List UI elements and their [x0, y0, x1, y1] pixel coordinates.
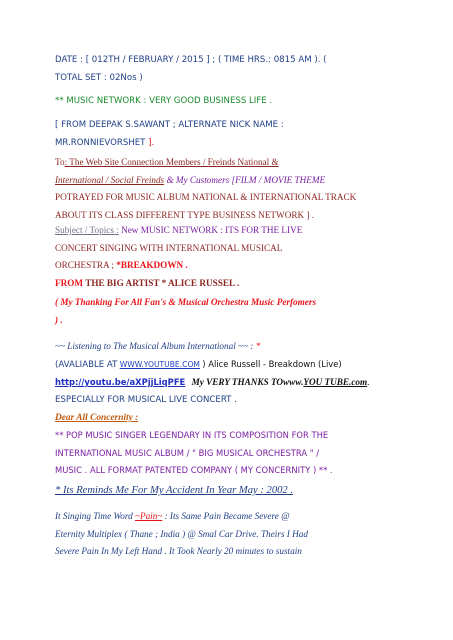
subject-line-1: Subject / Topics : New MUSIC NETWORK : ITS FOR THE LIVE [55, 225, 303, 235]
story-block [55, 508, 400, 561]
video-link[interactable]: http://youtu.be/aXPjjLiqPFE [55, 377, 186, 387]
accident-line: * Its Reminds Me For My Accident In Year May : 2002 . [55, 485, 294, 496]
story-line-2: Eternity Multiplex ( Thane ; India ) @ Smal Car Drive. Theirs I Had [55, 528, 308, 539]
nick-name: MR.RONNIEVORSHET [55, 137, 146, 148]
pop-line-2: INTERNATIONAL MUSIC ALBUM / " BIG MUSICAL ORCHESTRA " / [55, 447, 320, 458]
nick-name-close: ]. [148, 137, 155, 148]
pop-line-1: ** POP MUSIC SINGER LEGENDARY IN ITS COMPOSITION FOR THE [55, 430, 329, 440]
to-line-3: POTRAYED FOR MUSIC ALBUM NATIONAL & INTERNATIONAL TRACK [55, 192, 357, 202]
total-set-text: TOTAL SET : 02Nos ) [55, 72, 143, 83]
date-text: DATE : [ 012TH / FEBRUARY / 2015 ] ; ( TIME HRS.: 0815 AM ). ( [55, 55, 327, 65]
to-line-2: International / Social Freinds & My Customers [FILM / MOVIE THEME [55, 174, 326, 185]
date-line [55, 52, 400, 87]
thanks-block: ( My Thanking For All Fan's & Musical Orchestra Music Perfomers ) . [55, 297, 317, 325]
music-network-line: ** MUSIC NETWORK : VERY GOOD BUSINESS LIFE . [55, 96, 273, 106]
listen-line-1: ~~ Listening to The Musical Album International ~~ : * [55, 341, 261, 351]
nick-name-line [55, 135, 400, 153]
subject-label: Subject / Topics : [55, 225, 119, 235]
pop-line-3: MUSIC . ALL FORMAT PATENTED COMPANY ( MY CONCERNITY ) ** . [55, 465, 333, 475]
subject-line-3: ORCHESTRA ; *BREAKDOWN . [55, 260, 188, 270]
story-line-3: Severe Pain In My Left Hand . It Took Nearly 20 minutes to sustain [55, 546, 302, 556]
listen-line-4: ESPECIALLY FOR MUSICAL LIVE CONCERT . [55, 394, 237, 405]
subject-line-4: FROM THE BIG ARTIST * ALICE RUSSEL . [55, 277, 240, 288]
subject-line-2: CONCERT SINGING WITH INTERNATIONAL MUSICAL [55, 242, 283, 253]
from-block [55, 117, 400, 152]
listen-line-3: http://youtu.be/aXPjjLiqPFE My VERY THANKS TOwww.YOU TUBE.com. [55, 377, 370, 387]
youtube-link[interactable]: WWW.YOUTUBE.COM [119, 359, 200, 369]
pop-block [55, 427, 400, 480]
listen-block [55, 338, 400, 409]
from-text: [ FROM DEEPAK S.SAWANT ; ALTERNATE NICK NAME : [55, 120, 284, 130]
dear-heading: Dear All Concernity : [55, 413, 139, 423]
subject-block [55, 222, 400, 292]
story-line-1: It Singing Time Word ~Pain~ : Its Same Pain Became Severe @ [55, 511, 290, 521]
listen-line-2: (AVALIABLE AT WWW.YOUTUBE.COM ) Alice Russell - Breakdown (Live) [55, 358, 342, 370]
to-line-1: To: The Web Site Connection Members / Freinds National & [55, 157, 279, 167]
to-block [55, 154, 400, 224]
to-line-4: ABOUT ITS CLASS DIFFERENT TYPE BUSINESS NETWORK ] . [55, 209, 315, 220]
